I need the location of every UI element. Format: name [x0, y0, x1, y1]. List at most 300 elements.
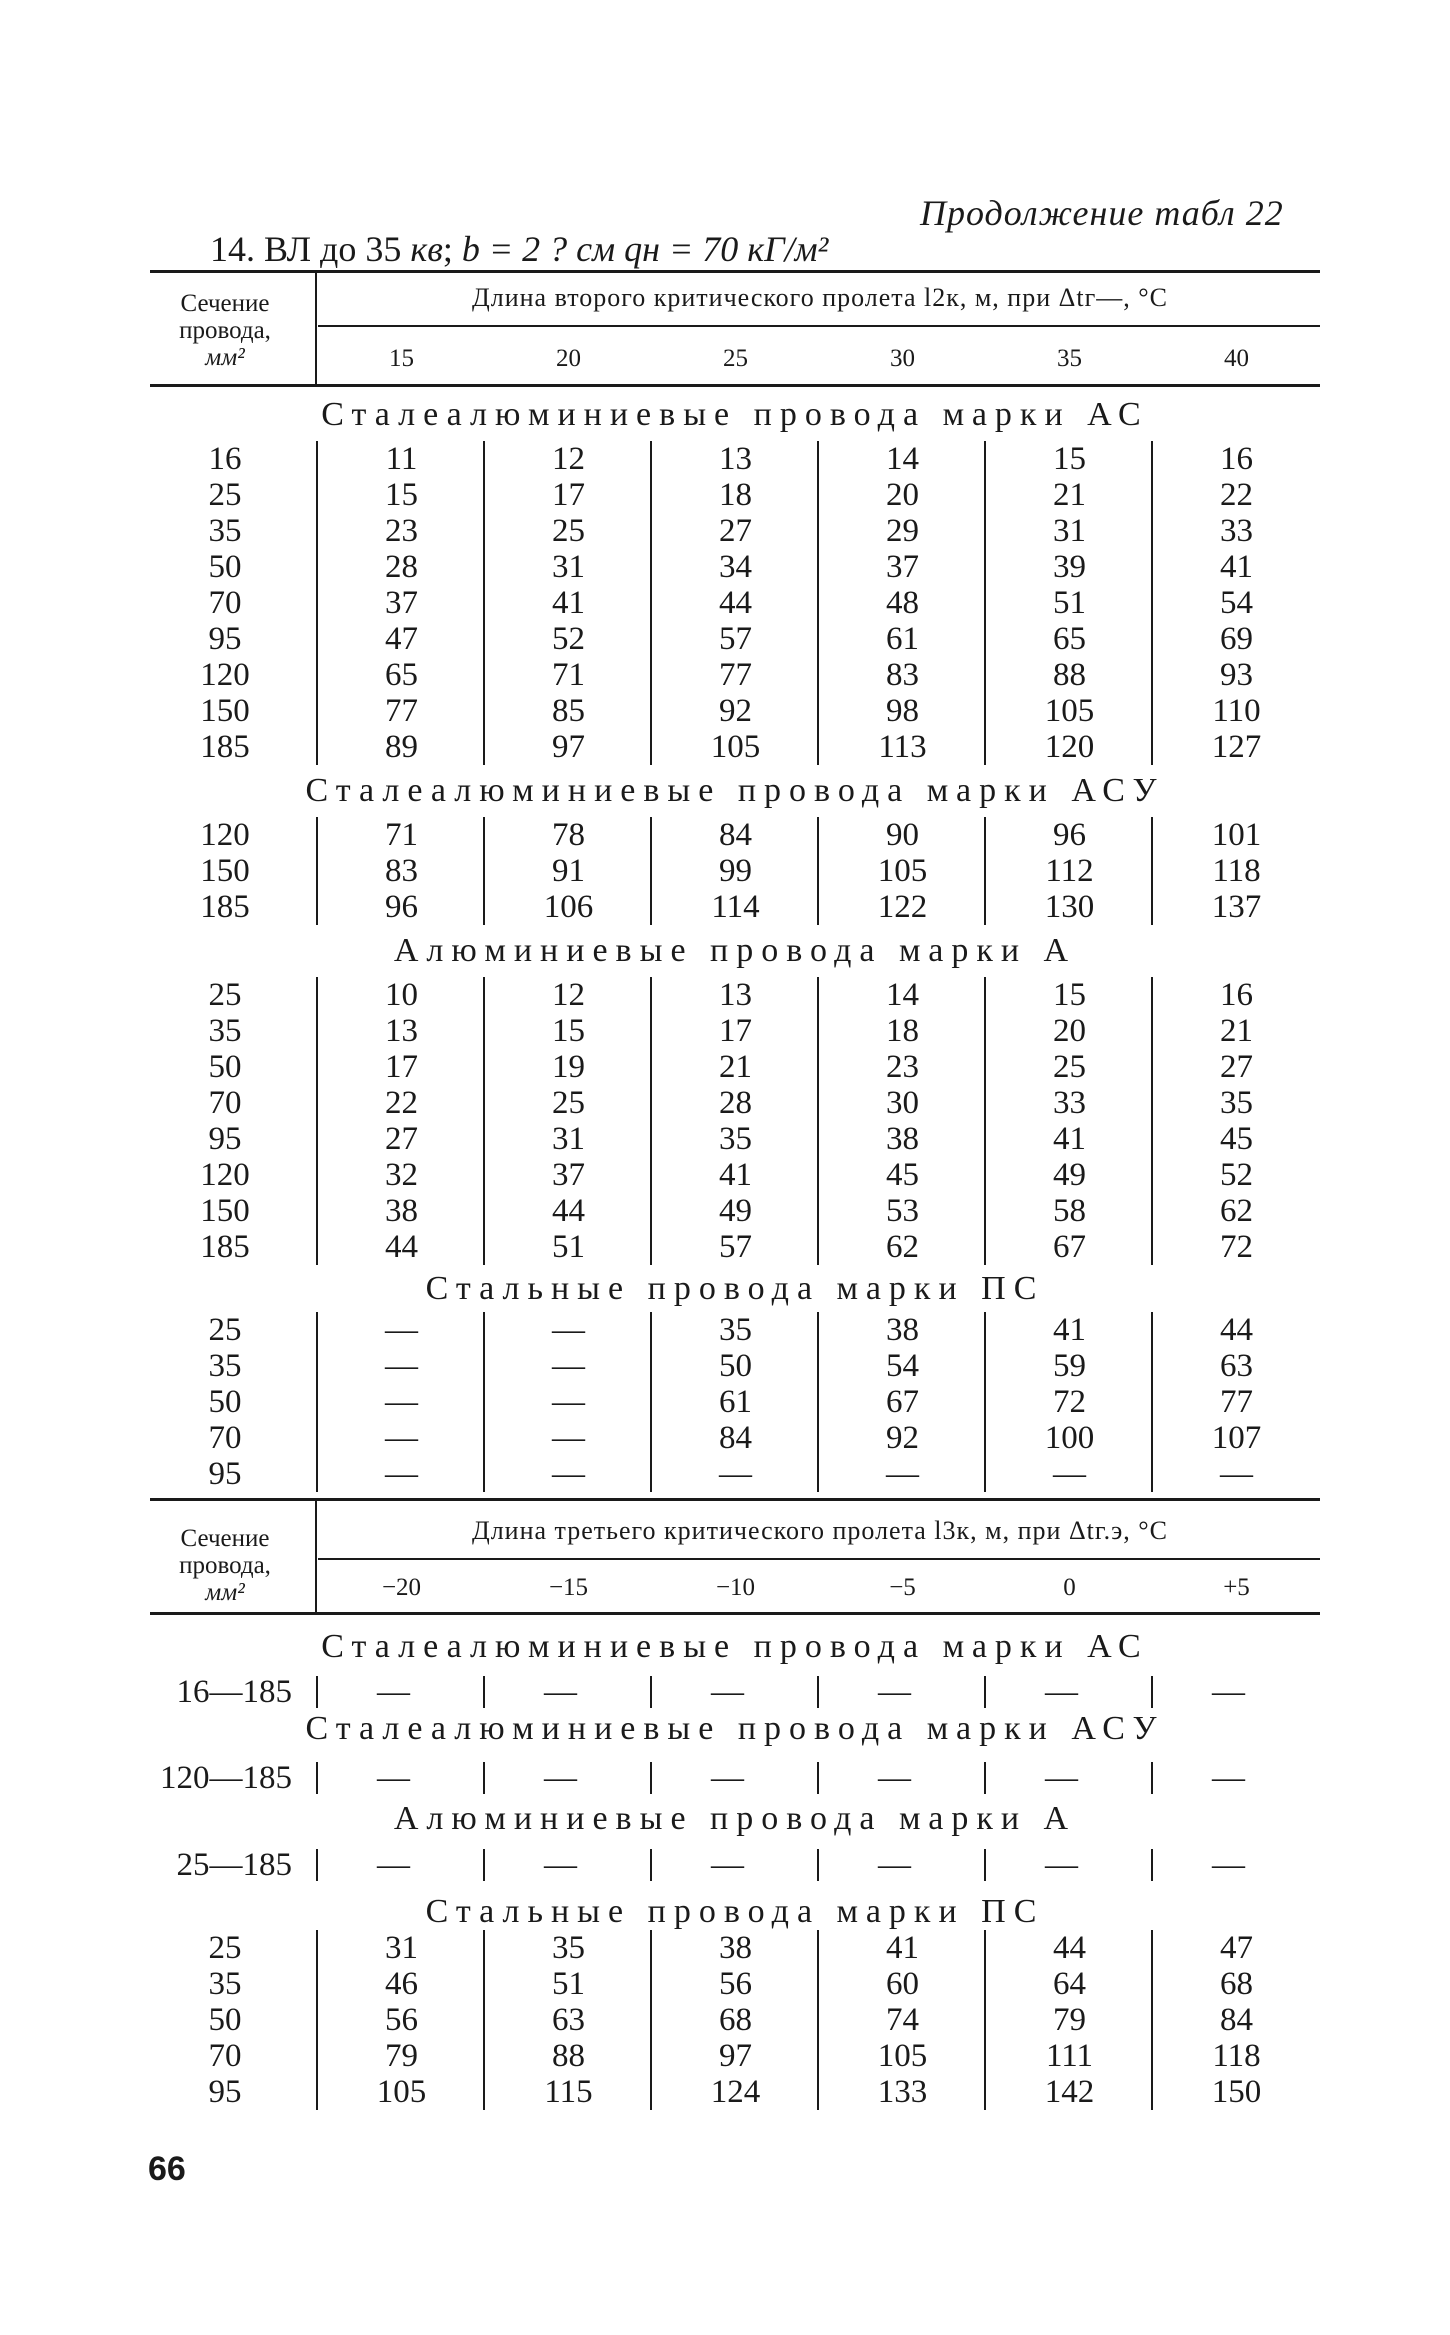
cell-value: 98 [886, 693, 919, 729]
table-row [150, 1312, 1320, 1348]
section-size: 70 [208, 1085, 242, 1121]
cell-value: 17 [719, 1013, 752, 1049]
cell-value: 56 [719, 1966, 752, 2002]
block1-1-vline-3 [817, 817, 819, 925]
cell-value: 83 [385, 853, 418, 889]
cell-value: 105 [877, 853, 928, 889]
section-size: 95 [208, 1456, 242, 1492]
cell-value: — [1212, 1847, 1245, 1883]
cell-value: 51 [1053, 585, 1086, 621]
cell-value: 31 [552, 1121, 585, 1157]
cell-value: 118 [1212, 853, 1261, 889]
cell-value: 14 [886, 977, 919, 1013]
table-row [150, 853, 1320, 889]
cell-value: 142 [1044, 2074, 1095, 2110]
table-row [150, 621, 1320, 657]
cell-value: — [1212, 1674, 1245, 1710]
cell-value: 100 [1044, 1420, 1095, 1456]
section-size: 70 [208, 2038, 242, 2074]
cell-value: — [711, 1674, 744, 1710]
cell-value: 23 [385, 513, 418, 549]
header1-section-label [150, 290, 300, 371]
cell-value: — [544, 1674, 577, 1710]
section-size: 50 [208, 2002, 242, 2038]
table-row [150, 1013, 1320, 1049]
section-size: 25 [208, 977, 242, 1013]
header1-col-0: 15 [389, 345, 414, 372]
gap [300, 1758, 310, 1798]
cell-value: 45 [1220, 1121, 1253, 1157]
cell-value: 62 [1220, 1193, 1253, 1229]
cell-value: 57 [719, 1229, 752, 1265]
cell-value: 29 [886, 513, 919, 549]
cell-value: 71 [552, 657, 585, 693]
header2-inner-rule [318, 1558, 1320, 1560]
cell-value: 56 [385, 2002, 418, 2038]
table-row [150, 477, 1320, 513]
cell-value: 115 [544, 2074, 593, 2110]
header1-columns [318, 336, 1320, 382]
block1-1-vline-1 [483, 817, 485, 925]
cell-value: 10 [385, 977, 418, 1013]
cell-value: 41 [1053, 1312, 1086, 1348]
cell-value: 33 [1053, 1085, 1086, 1121]
table-row [150, 513, 1320, 549]
block2-asu_row-vline-0 [316, 1762, 318, 1794]
block1-0-vline-0 [316, 441, 318, 765]
cell-value: 78 [552, 817, 585, 853]
cell-value: 20 [886, 477, 919, 513]
header1-left-line1: Сечение [180, 290, 270, 317]
cell-value: 57 [719, 621, 752, 657]
block2-asu_row-vline-3 [817, 1762, 819, 1794]
table-row [150, 1930, 1320, 1966]
block1-3-vline-3 [817, 1312, 819, 1492]
cell-value: 35 [1220, 1085, 1253, 1121]
cell-value: — [878, 1674, 911, 1710]
block2-ps-vline-5 [1151, 1930, 1153, 2110]
cell-value: — [552, 1420, 585, 1456]
cell-value: 65 [385, 657, 418, 693]
table-title-q-unit: кГ/м² [747, 229, 829, 269]
block1-1-vline-4 [984, 817, 986, 925]
block2-ps-vline-0 [316, 1930, 318, 2110]
cell-value: 118 [1212, 2038, 1261, 2074]
section-size: 95 [208, 621, 242, 657]
cell-value: — [878, 1847, 911, 1883]
cell-value: 69 [1220, 621, 1253, 657]
block2-as_row-vline-2 [650, 1676, 652, 1708]
cell-value: 30 [886, 1085, 919, 1121]
block2-ps-vline-1 [483, 1930, 485, 2110]
block2-a_row-vline-2 [650, 1849, 652, 1881]
header2-left-line3: мм² [205, 1579, 245, 1606]
table2-top-rule [150, 1498, 1320, 1501]
block2-asu_row-vline-5 [1151, 1762, 1153, 1794]
header1-col-3: 30 [890, 345, 915, 372]
cell-value: 31 [385, 1930, 418, 1966]
cell-value: 106 [543, 889, 594, 925]
cell-value: 46 [385, 1966, 418, 2002]
table-row [150, 1157, 1320, 1193]
section-size: 185 [200, 729, 250, 765]
block1-section-title-3: Стальные провода марки ПС [425, 1270, 1045, 1307]
table-title-unit: кв [410, 229, 443, 269]
cell-value: 21 [1220, 1013, 1253, 1049]
cell-value: 59 [1053, 1348, 1086, 1384]
block1-1-vline-5 [1151, 817, 1153, 925]
table-row [150, 729, 1320, 765]
cell-value: — [552, 1312, 585, 1348]
block2-a_row-vline-1 [483, 1849, 485, 1881]
header1-inner-rule [318, 325, 1320, 327]
block2-asu_row-vline-1 [483, 1762, 485, 1794]
cell-value: 85 [552, 693, 585, 729]
header1-col-4: 35 [1057, 345, 1082, 372]
cell-value: 74 [886, 2002, 919, 2038]
cell-value: 38 [385, 1193, 418, 1229]
section-size: 35 [208, 1966, 242, 2002]
cell-value: 133 [877, 2074, 928, 2110]
block1-section-title-2: Алюминиевые провода марки А [393, 932, 1077, 969]
cell-value: — [1053, 1456, 1086, 1492]
section-size: 120 [200, 817, 250, 853]
block1-3-vline-1 [483, 1312, 485, 1492]
header2-divider [315, 1500, 317, 1612]
block2-section-title-ps_title: Стальные провода марки ПС [425, 1893, 1045, 1930]
header1-left-line2: провода, [179, 317, 271, 344]
section-size: 150 [200, 693, 250, 729]
cell-value: 54 [1220, 585, 1253, 621]
cell-value: 92 [886, 1420, 919, 1456]
block2-a_row-vline-5 [1151, 1849, 1153, 1881]
cell-value: 39 [1053, 549, 1086, 585]
cell-value: — [1045, 1760, 1078, 1796]
table-row [150, 2038, 1320, 2074]
section-range: 25—185 [176, 1847, 292, 1883]
section-size: 35 [208, 513, 242, 549]
cell-value: 28 [719, 1085, 752, 1121]
table-row [150, 657, 1320, 693]
cell-value: 99 [719, 853, 752, 889]
cell-value: 20 [1053, 1013, 1086, 1049]
cell-value: 90 [886, 817, 919, 853]
cell-value: 101 [1211, 817, 1262, 853]
cell-value: 61 [719, 1384, 752, 1420]
cell-value: 97 [552, 729, 585, 765]
block2-ps-vline-4 [984, 1930, 986, 2110]
cell-value: — [385, 1348, 418, 1384]
cell-value: 62 [886, 1229, 919, 1265]
section-range: 16—185 [176, 1674, 292, 1710]
table-title [210, 228, 1210, 270]
cell-value: 37 [886, 549, 919, 585]
header2-left-line1: Сечение [180, 1525, 270, 1552]
cell-value: 64 [1053, 1966, 1086, 2002]
cell-value: — [385, 1384, 418, 1420]
block2-a_row-vline-4 [984, 1849, 986, 1881]
cell-value: — [719, 1456, 752, 1492]
cell-value: 16 [1220, 977, 1253, 1013]
cell-value: 61 [886, 621, 919, 657]
cell-value: 44 [552, 1193, 585, 1229]
table-row [150, 1229, 1320, 1265]
section-range: 120—185 [160, 1760, 292, 1796]
block1-section-title-0: Сталеалюминиевые провода марки АС [321, 396, 1149, 433]
cell-value: 89 [385, 729, 418, 765]
cell-value: 84 [719, 1420, 752, 1456]
block2-a_row-vline-3 [817, 1849, 819, 1881]
cell-value: 68 [719, 2002, 752, 2038]
block2-section-title-as_title: Сталеалюминиевые провода марки АС [321, 1628, 1149, 1665]
cell-value: 105 [877, 2038, 928, 2074]
cell-value: 107 [1211, 1420, 1262, 1456]
block1-2-vline-5 [1151, 977, 1153, 1265]
block1-3-vline-2 [650, 1312, 652, 1492]
cell-value: — [878, 1760, 911, 1796]
table-top-rule [150, 270, 1320, 273]
header1-col-2: 25 [723, 345, 748, 372]
cell-value: — [1045, 1847, 1078, 1883]
cell-value: 37 [552, 1157, 585, 1193]
cell-value: 77 [1220, 1384, 1253, 1420]
cell-value: 17 [552, 477, 585, 513]
cell-value: — [377, 1760, 410, 1796]
cell-value: 44 [719, 585, 752, 621]
section-size: 70 [208, 585, 242, 621]
section-size: 185 [200, 889, 250, 925]
cell-value: 51 [552, 1229, 585, 1265]
cell-value: 41 [1053, 1121, 1086, 1157]
cell-value: 13 [385, 1013, 418, 1049]
cell-value: 88 [1053, 657, 1086, 693]
header2-section-label [150, 1525, 300, 1606]
cell-value: 72 [1220, 1229, 1253, 1265]
block1-2-vline-1 [483, 977, 485, 1265]
cell-value: 110 [1212, 693, 1261, 729]
cell-value: 25 [552, 1085, 585, 1121]
cell-value: 83 [886, 657, 919, 693]
cell-value: 38 [719, 1930, 752, 1966]
table-title-q: qн = 70 [615, 229, 748, 269]
cell-value: 92 [719, 693, 752, 729]
cell-value: 25 [552, 513, 585, 549]
cell-value: 88 [552, 2038, 585, 2074]
cell-value: — [385, 1420, 418, 1456]
cell-value: — [544, 1847, 577, 1883]
cell-value: 49 [719, 1193, 752, 1229]
header2-col-5: +5 [1223, 1574, 1250, 1601]
cell-value: 63 [1220, 1348, 1253, 1384]
cell-value: 50 [719, 1348, 752, 1384]
cell-value: — [377, 1674, 410, 1710]
section-size: 120 [200, 657, 250, 693]
gap [300, 1672, 310, 1712]
cell-value: 37 [385, 585, 418, 621]
cell-value: 22 [385, 1085, 418, 1121]
block2-as_row-vline-5 [1151, 1676, 1153, 1708]
section-size: 120 [200, 1157, 250, 1193]
cell-value: 27 [385, 1121, 418, 1157]
cell-value: 15 [552, 1013, 585, 1049]
block1-3-vline-4 [984, 1312, 986, 1492]
cell-value: 18 [886, 1013, 919, 1049]
section-size: 185 [200, 1229, 250, 1265]
header1-divider [315, 272, 317, 384]
cell-value: 25 [1053, 1049, 1086, 1085]
block1-1-vline-0 [316, 817, 318, 925]
block1-rows-2 [150, 977, 1320, 1265]
cell-value: 34 [719, 549, 752, 585]
cell-value: 41 [886, 1930, 919, 1966]
cell-value: 27 [719, 513, 752, 549]
table-row [150, 1966, 1320, 2002]
cell-value: 79 [1053, 2002, 1086, 2038]
table-title-sep: ; [442, 229, 462, 269]
cell-value: 13 [719, 977, 752, 1013]
block1-1-vline-2 [650, 817, 652, 925]
section-size: 35 [208, 1348, 242, 1384]
block2-as_row-vline-3 [817, 1676, 819, 1708]
block1-rows-0 [150, 441, 1320, 765]
cell-value: 112 [1045, 853, 1094, 889]
block2-ps-vline-3 [817, 1930, 819, 2110]
cell-value: 54 [886, 1348, 919, 1384]
cell-value: 38 [886, 1121, 919, 1157]
cell-value: — [711, 1760, 744, 1796]
cell-value: 52 [1220, 1157, 1253, 1193]
section-size: 35 [208, 1013, 242, 1049]
table-title-b: b = 2 ? см [461, 229, 616, 269]
cell-value: 150 [1211, 2074, 1262, 2110]
cell-value: 41 [552, 585, 585, 621]
cell-value: 12 [552, 977, 585, 1013]
header2-caption: Длина третьего критического пролета l3к, м, при Δtг.э, °C [471, 1516, 1169, 1545]
header2-col-2: −10 [715, 1574, 756, 1601]
cell-value: 33 [1220, 513, 1253, 549]
cell-value: 44 [1220, 1312, 1253, 1348]
block1-0-vline-5 [1151, 441, 1153, 765]
cell-value: — [1220, 1456, 1253, 1492]
block2-as_row-vline-4 [984, 1676, 986, 1708]
cell-value: 124 [710, 2074, 761, 2110]
cell-value: 105 [710, 729, 761, 765]
cell-value: 21 [1053, 477, 1086, 513]
block1-3-vline-0 [316, 1312, 318, 1492]
block1-2-vline-2 [650, 977, 652, 1265]
gap [300, 1845, 310, 1885]
cell-value: — [886, 1456, 919, 1492]
cell-value: — [552, 1456, 585, 1492]
cell-value: 72 [1053, 1384, 1086, 1420]
cell-value: 77 [385, 693, 418, 729]
cell-value: 97 [719, 2038, 752, 2074]
cell-value: 130 [1044, 889, 1095, 925]
cell-value: 58 [1053, 1193, 1086, 1229]
block2-as_row-vline-1 [483, 1676, 485, 1708]
header1-col-1: 20 [556, 345, 581, 372]
header1-caption: Длина второго критического пролета l2к, м, при Δtг—, °C [472, 283, 1168, 312]
cell-value: 51 [552, 1966, 585, 2002]
block1-3-vline-5 [1151, 1312, 1153, 1492]
cell-value: 111 [1045, 2038, 1094, 2074]
cell-value: 93 [1220, 657, 1253, 693]
cell-value: — [385, 1456, 418, 1492]
range-row [150, 1758, 1320, 1798]
cell-value: 91 [552, 853, 585, 889]
section-size: 150 [200, 853, 250, 889]
cell-value: 41 [719, 1157, 752, 1193]
cell-value: 105 [376, 2074, 427, 2110]
section-size: 25 [208, 1312, 242, 1348]
table-row [150, 441, 1320, 477]
range-row [150, 1672, 1320, 1712]
block1-2-vline-4 [984, 977, 986, 1265]
cell-value: 71 [385, 817, 418, 853]
cell-value: 27 [1220, 1049, 1253, 1085]
cell-value: 60 [886, 1966, 919, 2002]
section-size: 50 [208, 549, 242, 585]
table-row [150, 2002, 1320, 2038]
block2-asu_row-vline-2 [650, 1762, 652, 1794]
header2-col-0: −20 [381, 1574, 422, 1601]
cell-value: 113 [878, 729, 927, 765]
cell-value: — [544, 1760, 577, 1796]
continuation-label: Продолжение табл 22 [920, 193, 1284, 233]
section-size: 50 [208, 1384, 242, 1420]
section-size: 95 [208, 1121, 242, 1157]
cell-value: 44 [385, 1229, 418, 1265]
table-row [150, 1049, 1320, 1085]
cell-value: 18 [719, 477, 752, 513]
section-size: 70 [208, 1420, 242, 1456]
cell-value: 127 [1211, 729, 1262, 765]
table-title-prefix: 14. ВЛ до 35 [210, 229, 411, 269]
block1-0-vline-1 [483, 441, 485, 765]
table-row [150, 1420, 1320, 1456]
cell-value: — [711, 1847, 744, 1883]
cell-value: 19 [552, 1049, 585, 1085]
block1-2-vline-0 [316, 977, 318, 1265]
block1-section-title-1: Сталеалюминиевые провода марки АСУ [305, 772, 1165, 809]
cell-value: 21 [719, 1049, 752, 1085]
header1-left-line3: мм² [205, 344, 245, 371]
cell-value: 22 [1220, 477, 1253, 513]
cell-value: — [1212, 1760, 1245, 1796]
block1-0-vline-4 [984, 441, 986, 765]
cell-value: 122 [877, 889, 928, 925]
cell-value: 53 [886, 1193, 919, 1229]
cell-value: — [377, 1847, 410, 1883]
cell-value: 105 [1044, 693, 1095, 729]
block2-ps-rows [150, 1930, 1320, 2110]
cell-value: 38 [886, 1312, 919, 1348]
page-number: 66 [148, 2150, 186, 2188]
header1-bottom-rule [150, 384, 1320, 387]
cell-value: 11 [385, 441, 418, 477]
block2-ps-vline-2 [650, 1930, 652, 2110]
range-row [150, 1845, 1320, 1885]
cell-value: 45 [886, 1157, 919, 1193]
cell-value: 68 [1220, 1966, 1253, 2002]
table-row [150, 2074, 1320, 2110]
section-size: 95 [208, 2074, 242, 2110]
block2-as_row-vline-0 [316, 1676, 318, 1708]
cell-value: 35 [719, 1312, 752, 1348]
header1-col-5: 40 [1224, 345, 1249, 372]
header2-col-3: −5 [889, 1574, 916, 1601]
cell-value: 41 [1220, 549, 1253, 585]
